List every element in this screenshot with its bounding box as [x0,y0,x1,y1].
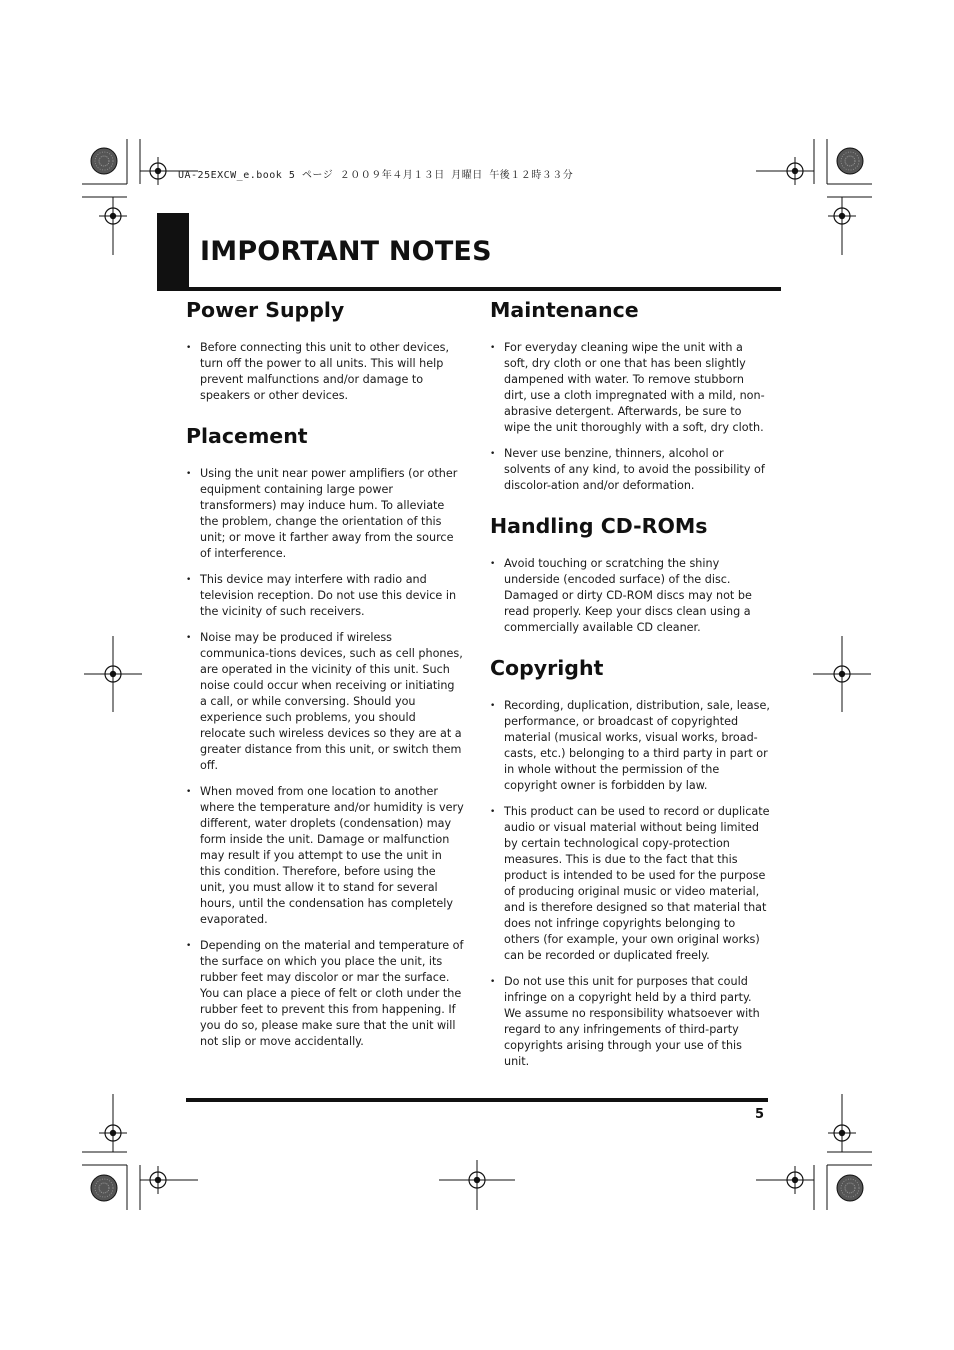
sunburst-mark-icon [837,1175,863,1201]
section-heading: Handling CD-ROMs [490,514,708,538]
list-item: • Depending on the material and temperature of the surface on which you place the unit, its rubber feet may discolor or mar the surface. [186,938,464,986]
bullet-list [490,556,770,636]
sunburst-mark-icon [91,148,117,174]
section-heading: Maintenance [490,298,639,322]
section-placement [186,422,464,1050]
continuation-paragraph: You can place a piece of felt or cloth under the rubber feet to prevent this from happening. If you do so, please make sure that the unit will not slip or move accidentally. [200,987,462,1048]
section-heading: Copyright [490,656,604,680]
sunburst-mark-icon [837,148,863,174]
list-item: • Noise may be produced if wireless communica-tions devices, such as cell phones, are operated in the vicinity of this unit. Such noise could occur when receiving or initiating a call, or while conversing. Should you experience such problems, you should relocate such wireless devices so they are at a greater distance from this unit, or switch them off. [186,630,464,774]
page-number: 5 [755,1107,765,1122]
section-handling-cd-roms [490,512,770,636]
page-title: IMPORTANT NOTES [200,236,492,267]
section-copyright [490,654,770,1070]
title-rule [157,287,781,291]
bullet-list [186,466,464,986]
list-item: • Avoid touching or scratching the shiny underside (encoded surface) of the disc. Damaged or dirty CD-ROM discs may not be read properly. Keep your discs clean using a commercially available CD cleaner. [490,556,770,636]
bullet-list [490,340,770,494]
list-item: • Using the unit near power amplifiers (or other equipment containing large power transformers) may induce hum. To alleviate the problem, change the orientation of this unit; or move it farther away from the source of interference. [186,466,464,562]
list-item: • Do not use this unit for purposes that could infringe on a copyright held by a third party. We assume no responsibility whatsoever with regard to any infringements of third-party copyrights arising through your use of this unit. [490,974,770,1070]
section-power-supply [186,296,464,404]
left-column [186,296,464,1050]
list-item: • This device may interfere with radio and television reception. Do not use this device in the vicinity of such receivers. [186,572,464,620]
list-item: • Before connecting this unit to other devices, turn off the power to all units. This will help prevent malfunctions and/or damage to speakers or other devices. [186,340,464,404]
list-item: • For everyday cleaning wipe the unit with a soft, dry cloth or one that has been slightly dampened with water. To remove stubborn dirt, use a cloth impregnated with a mild, non-abrasive detergent. Afterwards, be sure to wipe the unit thoroughly with a soft, dry cloth. [490,340,770,436]
list-item: • When moved from one location to another where the temperature and/or humidity is very different, water droplets (condensation) may form inside the unit. Damage or malfunction may result if you attempt to use the unit in this condition. Therefore, before using the unit, you must allow it to stand for several hours, until the condensation has completely evaporated. [186,784,464,928]
section-maintenance [490,296,770,494]
sunburst-mark-icon [91,1175,117,1201]
list-item: • This product can be used to record or duplicate audio or visual material without being limited by certain technological copy-protection measures. This is due to the fact that this product is intended to be used for the purpose of producing original music or video material, and is therefore designed so that material that does not infringe copyrights belonging to others (for example, your own original works) can be recorded or duplicated freely. [490,804,770,964]
bullet-list [186,340,464,404]
bullet-list [490,698,770,1070]
printer-info-line: UA-25EXCW_e.book 5 ページ ２００９年４月１３日 月曜日 午後１２時３３分 [178,170,574,181]
footer-rule [186,1098,768,1102]
right-column [490,296,770,1070]
list-item: • Recording, duplication, distribution, sale, lease, performance, or broadcast of copyrighted material (musical works, visual works, broad-casts, etc.) belonging to a third party in part or in whole without the permission of the copyright owner is forbidden by law. [490,698,770,794]
list-item: • Never use benzine, thinners, alcohol or solvents of any kind, to avoid the possibility of discolor-ation and/or deformation. [490,446,770,494]
section-heading: Placement [186,424,308,448]
title-block-bar [157,213,189,290]
section-heading: Power Supply [186,298,345,322]
